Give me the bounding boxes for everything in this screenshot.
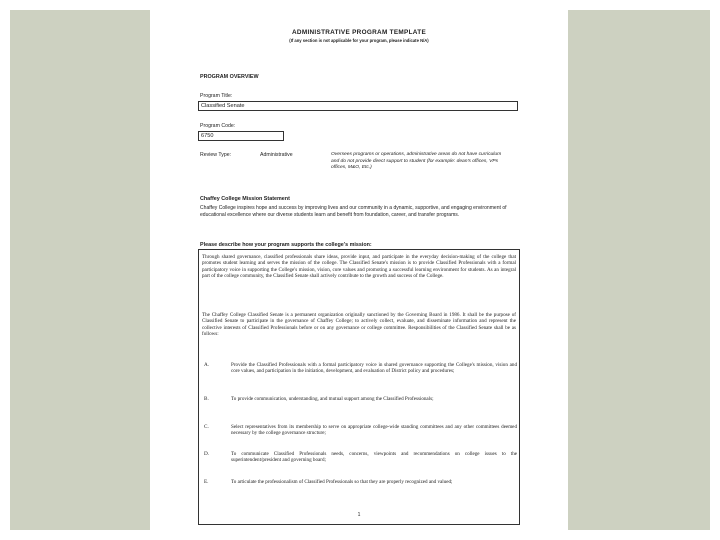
item-letter: E. <box>204 479 209 485</box>
list-item: Select representatives from its membership to serve on appropriate college-wide standing committees and any other committees deemed necessary by the college governance structure; <box>231 424 517 437</box>
support-paragraph-2: The Chaffey College Classified Senate is a permanent organization originally sanctioned by the Governing Board in 1986. It shall be the purpose of Classified Senate to participate in the governance of Chaffey College; to actively collect, evaluate, and disseminate information and represent the collective interests of Classified Professionals before or on any governance or college committee. Responsibilities of the Classified Senate shall be as follows: <box>202 312 516 338</box>
document-subtitle: (If any section is not applicable for your program, please indicate N/A) <box>289 38 429 43</box>
program-code-label: Program Code: <box>200 123 236 129</box>
support-paragraph-1: Through shared governance, classified professionals share ideas, provide input, and participate in the everyday decision-making of the college that promotes student learning and serves the mission of the college. The Classified Senate's mission is to provide Classified Professionals with a formal participatory voice in supporting the College's mission, vision, core values and promoting a successful learning environment for students. As an integral part of the college community, the Classified Senate shall actively contribute to the growth and success of the College. <box>202 254 516 280</box>
list-item: To provide communication, understanding, and mutual support among the Classified Professionals; <box>231 396 434 402</box>
page-number: 1 <box>357 512 361 518</box>
mission-text: Chaffey College inspires hope and success by improving lives and our community in a dynamic, supportive, and engaging environment of educational excellence where our diverse students learn and benefit from foundation, career, and transfer programs. <box>200 205 507 218</box>
item-letter: C. <box>204 424 209 430</box>
list-item: Provide the Classified Professionals with a formal participatory voice in shared governance supporting the College's mission, vision and core values, and participation in the initiation, development, and evaluation of District policy and procedures; <box>231 362 517 375</box>
mission-support-textbox[interactable] <box>198 249 520 525</box>
program-title-label: Program Title: <box>200 93 233 99</box>
program-code-field[interactable]: 6750 <box>198 131 284 141</box>
review-type-label: Review Type: <box>200 152 232 158</box>
left-side-panel <box>10 10 150 530</box>
right-side-panel <box>568 10 710 530</box>
list-item: To communicate Classified Professionals needs, concerns, viewpoints and recommendations on college issues to the superintendent/president and governing board; <box>231 451 517 464</box>
item-letter: B. <box>204 396 209 402</box>
document-title: ADMINISTRATIVE PROGRAM TEMPLATE <box>291 29 427 36</box>
item-letter: D. <box>204 451 210 457</box>
document-page <box>152 2 566 538</box>
list-item: To articulate the professionalism of Classified Professionals so that they are properly recognized and valued; <box>231 479 453 485</box>
program-title-field[interactable]: Classified Senate <box>198 101 518 111</box>
review-type-value: Administrative <box>260 152 293 158</box>
section-heading: PROGRAM OVERVIEW <box>200 74 259 80</box>
mission-heading: Chaffey College Mission Statement <box>200 196 290 202</box>
item-letter: A. <box>204 362 210 368</box>
describe-heading: Please describe how your program supports the college's mission: <box>200 242 372 248</box>
review-type-note: Oversees programs or operations, administrative areas do not have curriculum and do not provide direct support to student (for example: dean's offices, VPs offices, M&O, Etc.) <box>331 152 502 171</box>
